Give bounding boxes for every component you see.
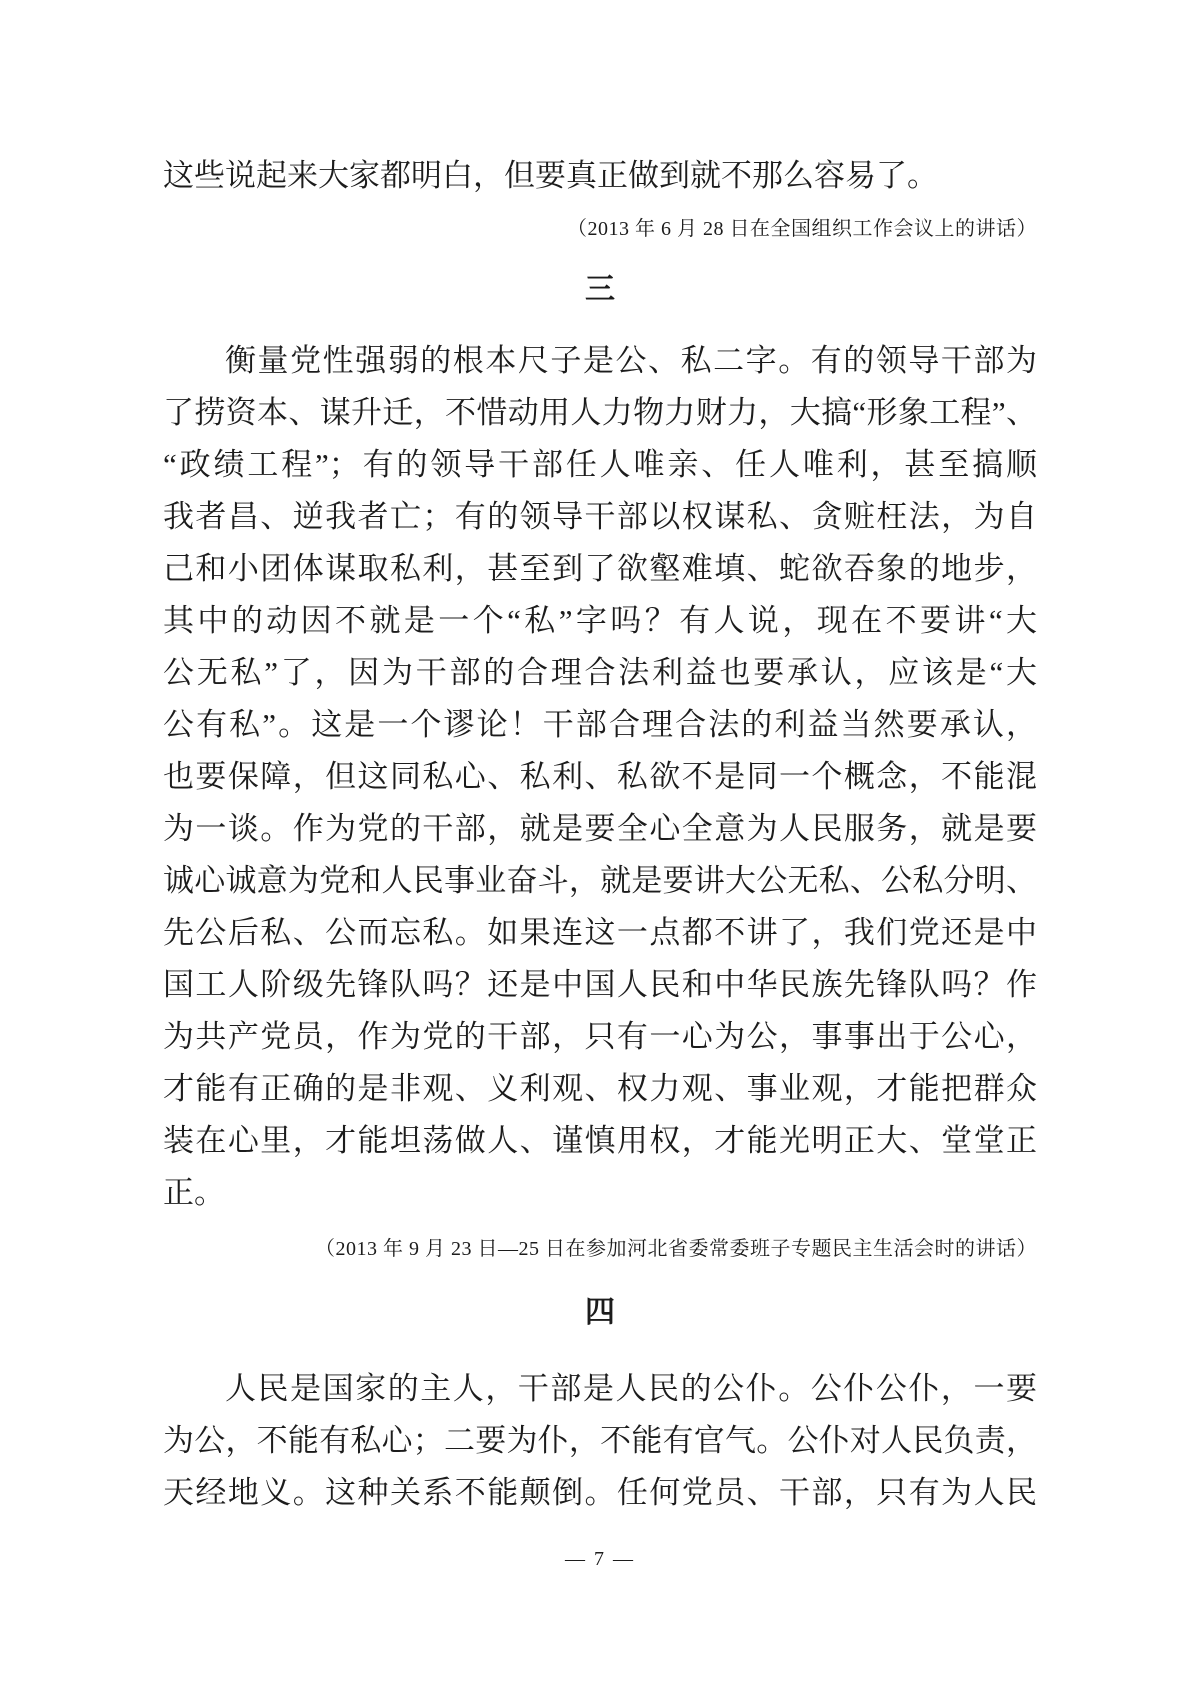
section-heading-three: 三 — [585, 273, 615, 306]
paragraph-line: 正。 — [163, 1175, 225, 1210]
paragraph-line: 了捞资本、谋升迁，不惜动用人力物力财力，大搞“形象工程”、 — [163, 395, 1037, 430]
paragraph-line: 己和小团体谋取私利，甚至到了欲壑难填、蛇欲吞象的地步， — [163, 551, 1037, 586]
paragraph-line: 为公，不能有私心；二要为仆，不能有官气。公仆对人民负责， — [163, 1423, 1037, 1458]
paragraph-line: 才能有正确的是非观、义利观、权力观、事业观，才能把群众 — [163, 1071, 1037, 1106]
paragraph-line: 也要保障，但这同私心、私利、私欲不是同一个概念，不能混 — [163, 759, 1037, 794]
paragraph-line: 我者昌、逆我者亡；有的领导干部以权谋私、贪赃枉法，为自 — [163, 499, 1037, 534]
section-four-paragraph — [163, 1363, 1037, 1519]
paragraph-line: 为一谈。作为党的干部，就是要全心全意为人民服务，就是要 — [163, 811, 1037, 846]
paragraph-line: 装在心里，才能坦荡做人、谨慎用权，才能光明正大、堂堂正 — [163, 1123, 1037, 1158]
paragraph-line: 其中的动因不就是一个“私”字吗？有人说，现在不要讲“大 — [163, 603, 1037, 638]
paragraph-line: 人民是国家的主人，干部是人民的公仆。公仆公仆，一要 — [225, 1371, 1037, 1406]
paragraph-line: 衡量党性强弱的根本尺子是公、私二字。有的领导干部为 — [225, 343, 1037, 378]
paragraph-line: 先公后私、公而忘私。如果连这一点都不讲了，我们党还是中 — [163, 915, 1037, 950]
paragraph-line: 国工人阶级先锋队吗？还是中国人民和中华民族先锋队吗？作 — [163, 967, 1037, 1002]
page-number: — 7 — — [565, 1548, 635, 1570]
section-heading-four: 四 — [585, 1296, 615, 1329]
paragraph-line: 为共产党员，作为党的干部，只有一心为公，事事出于公心， — [163, 1019, 1037, 1054]
opening-paragraph-line: 这些说起来大家都明白，但要真正做到就不那么容易了。 — [163, 158, 938, 193]
paragraph-line: 诚心诚意为党和人民事业奋斗，就是要讲大公无私、公私分明、 — [163, 863, 1037, 898]
text-column — [163, 0, 1037, 1684]
speech-attribution-2: （2013 年 9 月 23 日—25 日在参加河北省委常委班子专题民主生活会时的讲话） — [315, 1238, 1037, 1260]
speech-attribution-1: （2013 年 6 月 28 日在全国组织工作会议上的讲话） — [567, 218, 1037, 240]
paragraph-line: 天经地义。这种关系不能颠倒。任何党员、干部，只有为人民 — [163, 1475, 1037, 1510]
paragraph-line: 公无私”了，因为干部的合理合法利益也要承认，应该是“大 — [163, 655, 1037, 690]
section-three-paragraph — [163, 335, 1037, 1219]
paragraph-line: “政绩工程”；有的领导干部任人唯亲、任人唯利，甚至搞顺 — [163, 447, 1037, 482]
paragraph-line: 公有私”。这是一个谬论！干部合理合法的利益当然要承认， — [163, 707, 1037, 742]
